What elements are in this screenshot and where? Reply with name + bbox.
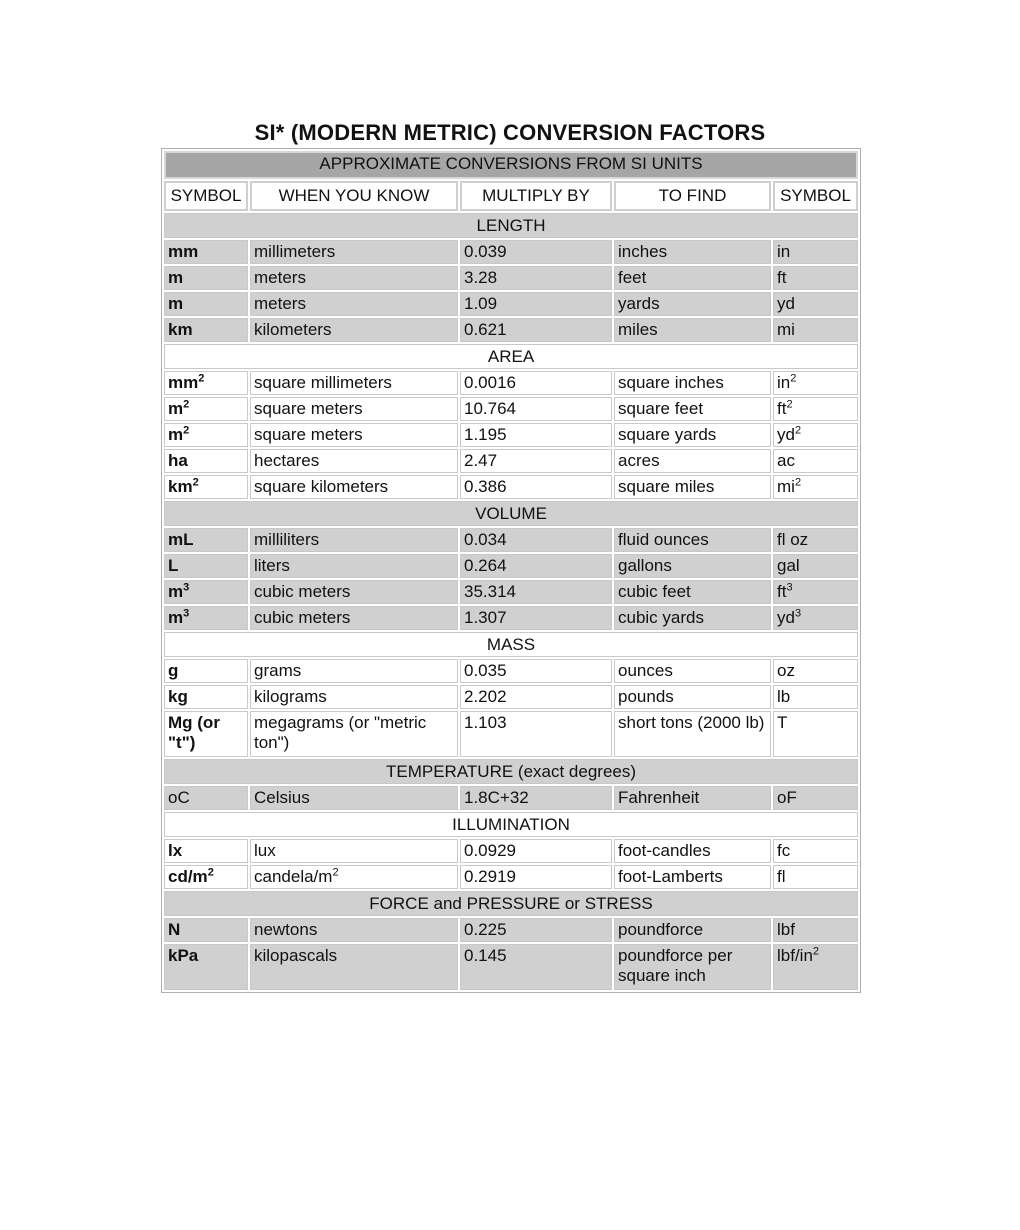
- to-symbol-cell-text: oF: [777, 788, 797, 807]
- to-find-cell: [614, 554, 771, 578]
- from-symbol-cell-exponent: 3: [183, 581, 190, 594]
- to-symbol-cell-exponent: 2: [794, 424, 802, 437]
- to-find-cell-text: foot-candles: [618, 841, 711, 860]
- multiply-by-cell: [460, 449, 612, 473]
- section-header-row: [164, 891, 858, 916]
- when-you-know-cell-text: square meters: [254, 425, 363, 444]
- multiply-by-cell-text: 2.47: [464, 451, 498, 470]
- to-symbol-cell-text: yd: [777, 425, 795, 444]
- to-symbol-cell: [773, 685, 858, 709]
- when-you-know-cell-text: candela/m: [254, 867, 333, 886]
- table-row: [164, 659, 858, 683]
- from-symbol-cell-text: km: [168, 477, 193, 496]
- to-symbol-cell: [773, 554, 858, 578]
- when-you-know-cell: [250, 371, 458, 395]
- to-find-cell: [614, 475, 771, 499]
- from-symbol-cell-text: kg: [168, 687, 188, 706]
- to-find-cell: [614, 944, 771, 990]
- column-header-when-you-know: WHEN YOU KNOW: [250, 181, 458, 211]
- when-you-know-cell-exponent: 2: [332, 866, 339, 879]
- to-find-cell: [614, 606, 771, 630]
- when-you-know-cell-text: liters: [254, 556, 290, 575]
- when-you-know-cell: [250, 266, 458, 290]
- table-row: [164, 266, 858, 290]
- when-you-know-cell: [250, 423, 458, 447]
- column-header-to-find: TO FIND: [614, 181, 771, 211]
- from-symbol-cell: [164, 918, 248, 942]
- table-row: [164, 580, 858, 604]
- when-you-know-cell-text: newtons: [254, 920, 318, 939]
- multiply-by-cell-text: 0.034: [464, 530, 507, 549]
- from-symbol-cell-exponent: 2: [198, 372, 205, 385]
- to-symbol-cell: [773, 266, 858, 290]
- table-row: [164, 475, 858, 499]
- to-symbol-cell-text: oz: [777, 661, 795, 680]
- to-find-cell-text: cubic feet: [618, 582, 691, 601]
- from-symbol-cell-exponent: 3: [183, 607, 190, 620]
- to-find-cell: [614, 659, 771, 683]
- multiply-by-cell-text: 0.039: [464, 242, 507, 261]
- to-find-cell: [614, 371, 771, 395]
- to-symbol-cell-exponent: 3: [794, 607, 802, 620]
- to-symbol-cell: [773, 318, 858, 342]
- to-symbol-cell: [773, 918, 858, 942]
- to-symbol-cell-exponent: 2: [790, 372, 797, 385]
- section-header-row: [164, 632, 858, 657]
- table-row: [164, 423, 858, 447]
- column-header-multiply-by: MULTIPLY BY: [460, 181, 612, 211]
- when-you-know-cell-text: cubic meters: [254, 582, 351, 601]
- when-you-know-cell: [250, 606, 458, 630]
- when-you-know-cell: [250, 659, 458, 683]
- to-find-cell-text: poundforce: [618, 920, 704, 939]
- table-row: [164, 240, 858, 264]
- from-symbol-cell-text: kPa: [168, 946, 199, 965]
- to-symbol-cell: [773, 606, 858, 630]
- column-header-symbol: SYMBOL: [164, 181, 248, 211]
- multiply-by-cell-text: 0.145: [464, 946, 507, 965]
- when-you-know-cell-text: milliliters: [254, 530, 320, 549]
- to-symbol-cell-text: gal: [777, 556, 800, 575]
- to-find-cell-text: short tons (2000 lb): [618, 713, 765, 732]
- multiply-by-cell-text: 1.09: [464, 294, 498, 313]
- when-you-know-cell-text: meters: [254, 268, 306, 287]
- to-symbol-cell-exponent: 2: [786, 398, 793, 411]
- to-find-cell-text: Fahrenheit: [618, 788, 700, 807]
- from-symbol-cell: [164, 449, 248, 473]
- multiply-by-cell: [460, 786, 612, 810]
- to-symbol-cell-text: yd: [777, 608, 795, 627]
- table-row: [164, 839, 858, 863]
- from-symbol-cell: [164, 528, 248, 552]
- multiply-by-cell: [460, 865, 612, 889]
- multiply-by-cell-text: 0.386: [464, 477, 507, 496]
- to-symbol-cell: [773, 786, 858, 810]
- to-symbol-cell-exponent: 3: [786, 581, 793, 594]
- section-header-row: [164, 344, 858, 369]
- to-find-cell: [614, 449, 771, 473]
- from-symbol-cell: [164, 397, 248, 421]
- when-you-know-cell: [250, 711, 458, 757]
- when-you-know-cell-text: kilopascals: [254, 946, 338, 965]
- to-find-cell-text: square feet: [618, 399, 704, 418]
- multiply-by-cell: [460, 423, 612, 447]
- to-symbol-cell: [773, 839, 858, 863]
- multiply-by-cell-text: 35.314: [464, 582, 516, 601]
- when-you-know-cell: [250, 685, 458, 709]
- section-header-row: [164, 812, 858, 837]
- to-find-cell-text: fluid ounces: [618, 530, 709, 549]
- conversion-table-body: [164, 151, 858, 990]
- from-symbol-cell-text: N: [168, 920, 181, 939]
- when-you-know-cell-text: megagrams (or "metric ton"): [254, 713, 427, 752]
- to-symbol-cell-text: in: [777, 242, 791, 261]
- to-find-cell-text: inches: [618, 242, 668, 261]
- table-row: [164, 786, 858, 810]
- from-symbol-cell: [164, 786, 248, 810]
- table-row: [164, 371, 858, 395]
- to-symbol-cell-text: lbf: [777, 920, 795, 939]
- to-find-cell-text: cubic yards: [618, 608, 704, 627]
- to-symbol-cell-text: ft: [777, 268, 787, 287]
- section-header-row: [164, 759, 858, 784]
- from-symbol-cell-text: oC: [168, 788, 190, 807]
- table-row: [164, 918, 858, 942]
- to-symbol-cell: [773, 865, 858, 889]
- table-row: [164, 449, 858, 473]
- table-row: [164, 292, 858, 316]
- to-symbol-cell-text: lb: [777, 687, 791, 706]
- when-you-know-cell-text: Celsius: [254, 788, 310, 807]
- multiply-by-cell-text: 10.764: [464, 399, 516, 418]
- when-you-know-cell: [250, 918, 458, 942]
- to-symbol-cell-text: T: [777, 713, 788, 732]
- when-you-know-cell: [250, 292, 458, 316]
- multiply-by-cell-text: 1.307: [464, 608, 507, 627]
- multiply-by-cell-text: 0.225: [464, 920, 507, 939]
- multiply-by-cell-text: 1.195: [464, 425, 507, 444]
- multiply-by-cell-text: 0.0929: [464, 841, 516, 860]
- when-you-know-cell-text: hectares: [254, 451, 320, 470]
- multiply-by-cell-text: 0.264: [464, 556, 507, 575]
- table-row: [164, 606, 858, 630]
- to-symbol-cell-text: fl oz: [777, 530, 809, 549]
- section-header: FORCE and PRESSURE or STRESS: [164, 891, 858, 916]
- when-you-know-cell-text: kilometers: [254, 320, 332, 339]
- multiply-by-cell: [460, 318, 612, 342]
- to-find-cell: [614, 397, 771, 421]
- from-symbol-cell: [164, 292, 248, 316]
- when-you-know-cell: [250, 475, 458, 499]
- multiply-by-cell-text: 0.621: [464, 320, 507, 339]
- multiply-by-cell-text: 2.202: [464, 687, 507, 706]
- from-symbol-cell-exponent: 2: [207, 866, 214, 879]
- when-you-know-cell: [250, 580, 458, 604]
- from-symbol-cell: [164, 944, 248, 990]
- section-header: TEMPERATURE (exact degrees): [164, 759, 858, 784]
- from-symbol-cell: [164, 554, 248, 578]
- to-symbol-cell-text: ft: [777, 582, 787, 601]
- from-symbol-cell-text: mm: [168, 373, 199, 392]
- to-symbol-cell: [773, 423, 858, 447]
- to-find-cell: [614, 266, 771, 290]
- to-find-cell-text: square yards: [618, 425, 717, 444]
- when-you-know-cell: [250, 944, 458, 990]
- to-find-cell-text: poundforce per square inch: [618, 946, 733, 985]
- when-you-know-cell: [250, 786, 458, 810]
- to-symbol-cell-text: yd: [777, 294, 795, 313]
- table-row: [164, 711, 858, 757]
- multiply-by-cell: [460, 580, 612, 604]
- from-symbol-cell-text: m: [168, 268, 184, 287]
- from-symbol-cell-text: lx: [168, 841, 183, 860]
- to-symbol-cell: [773, 449, 858, 473]
- when-you-know-cell-text: square millimeters: [254, 373, 392, 392]
- section-header: LENGTH: [164, 213, 858, 238]
- page-title: SI* (MODERN METRIC) CONVERSION FACTORS: [254, 120, 766, 145]
- to-find-cell: [614, 918, 771, 942]
- multiply-by-cell: [460, 606, 612, 630]
- section-header-row: [164, 213, 858, 238]
- when-you-know-cell: [250, 318, 458, 342]
- when-you-know-cell-text: square meters: [254, 399, 363, 418]
- section-header-row: [164, 501, 858, 526]
- when-you-know-cell-text: square kilometers: [254, 477, 389, 496]
- when-you-know-cell: [250, 397, 458, 421]
- multiply-by-cell-text: 3.28: [464, 268, 498, 287]
- when-you-know-cell-text: millimeters: [254, 242, 336, 261]
- multiply-by-cell: [460, 397, 612, 421]
- table-row: [164, 397, 858, 421]
- from-symbol-cell-text: km: [168, 320, 193, 339]
- table-row: [164, 554, 858, 578]
- to-find-cell-text: yards: [618, 294, 660, 313]
- when-you-know-cell-text: kilograms: [254, 687, 327, 706]
- to-find-cell: [614, 580, 771, 604]
- from-symbol-cell-text: mL: [168, 530, 194, 549]
- when-you-know-cell: [250, 554, 458, 578]
- from-symbol-cell: [164, 318, 248, 342]
- from-symbol-cell-text: m: [168, 399, 184, 418]
- from-symbol-cell-text: m: [168, 608, 184, 627]
- multiply-by-cell-text: 1.8C+32: [464, 788, 529, 807]
- from-symbol-cell: [164, 659, 248, 683]
- to-find-cell: [614, 292, 771, 316]
- to-symbol-cell: [773, 240, 858, 264]
- from-symbol-cell: [164, 423, 248, 447]
- when-you-know-cell-text: meters: [254, 294, 306, 313]
- from-symbol-cell: [164, 685, 248, 709]
- to-symbol-cell: [773, 711, 858, 757]
- multiply-by-cell-text: 0.0016: [464, 373, 516, 392]
- to-symbol-cell: [773, 528, 858, 552]
- when-you-know-cell: [250, 240, 458, 264]
- to-symbol-cell: [773, 659, 858, 683]
- multiply-by-cell: [460, 240, 612, 264]
- from-symbol-cell-text: m: [168, 582, 184, 601]
- to-find-cell: [614, 528, 771, 552]
- to-symbol-cell-text: fl: [777, 867, 786, 886]
- when-you-know-cell: [250, 839, 458, 863]
- multiply-by-cell: [460, 944, 612, 990]
- to-symbol-cell: [773, 397, 858, 421]
- from-symbol-cell-text: cd/m: [168, 867, 208, 886]
- conversion-table: [161, 148, 861, 993]
- multiply-by-cell: [460, 839, 612, 863]
- from-symbol-cell-text: mm: [168, 242, 199, 261]
- to-find-cell-text: acres: [618, 451, 660, 470]
- multiply-by-cell-text: 0.035: [464, 661, 507, 680]
- section-header: AREA: [164, 344, 858, 369]
- from-symbol-cell-exponent: 2: [183, 398, 190, 411]
- to-find-cell: [614, 240, 771, 264]
- to-symbol-cell: [773, 944, 858, 990]
- to-symbol-cell-text: in: [777, 373, 791, 392]
- from-symbol-cell: [164, 240, 248, 264]
- table-row: [164, 865, 858, 889]
- multiply-by-cell-text: 0.2919: [464, 867, 516, 886]
- from-symbol-cell: [164, 711, 248, 757]
- multiply-by-cell: [460, 711, 612, 757]
- to-find-cell: [614, 423, 771, 447]
- to-symbol-cell: [773, 475, 858, 499]
- to-find-cell-text: square miles: [618, 477, 715, 496]
- multiply-by-cell-text: 1.103: [464, 713, 507, 732]
- to-symbol-cell-exponent: 2: [794, 476, 802, 489]
- table-row: [164, 944, 858, 990]
- to-symbol-cell-text: ft: [777, 399, 787, 418]
- multiply-by-cell: [460, 292, 612, 316]
- table-banner-row: [164, 151, 858, 179]
- to-find-cell: [614, 865, 771, 889]
- to-symbol-cell-exponent: 2: [812, 945, 820, 958]
- to-find-cell: [614, 318, 771, 342]
- from-symbol-cell-text: ha: [168, 451, 188, 470]
- from-symbol-cell-text: m: [168, 425, 184, 444]
- when-you-know-cell-text: lux: [254, 841, 276, 860]
- to-symbol-cell: [773, 580, 858, 604]
- multiply-by-cell: [460, 918, 612, 942]
- when-you-know-cell-text: grams: [254, 661, 302, 680]
- to-symbol-cell-text: mi: [777, 477, 795, 496]
- multiply-by-cell: [460, 554, 612, 578]
- to-find-cell: [614, 685, 771, 709]
- from-symbol-cell-text: m: [168, 294, 184, 313]
- to-find-cell-text: pounds: [618, 687, 674, 706]
- column-header-to-symbol: SYMBOL: [773, 181, 858, 211]
- from-symbol-cell: [164, 839, 248, 863]
- from-symbol-cell-text: L: [168, 556, 179, 575]
- from-symbol-cell: [164, 266, 248, 290]
- to-find-cell-text: ounces: [618, 661, 673, 680]
- from-symbol-cell-exponent: 2: [183, 424, 190, 437]
- to-symbol-cell-text: ac: [777, 451, 795, 470]
- table-banner: APPROXIMATE CONVERSIONS FROM SI UNITS: [164, 151, 858, 179]
- to-symbol-cell: [773, 371, 858, 395]
- multiply-by-cell: [460, 475, 612, 499]
- from-symbol-cell: [164, 580, 248, 604]
- from-symbol-cell-text: g: [168, 661, 179, 680]
- when-you-know-cell: [250, 528, 458, 552]
- to-find-cell-text: square inches: [618, 373, 724, 392]
- when-you-know-cell-text: cubic meters: [254, 608, 351, 627]
- section-header: VOLUME: [164, 501, 858, 526]
- column-header-row: [164, 181, 858, 211]
- multiply-by-cell: [460, 371, 612, 395]
- to-symbol-cell-text: fc: [777, 841, 791, 860]
- to-find-cell-text: feet: [618, 268, 647, 287]
- to-find-cell: [614, 839, 771, 863]
- to-find-cell-text: gallons: [618, 556, 672, 575]
- to-find-cell-text: miles: [618, 320, 658, 339]
- from-symbol-cell: [164, 371, 248, 395]
- table-row: [164, 528, 858, 552]
- from-symbol-cell-exponent: 2: [192, 476, 199, 489]
- multiply-by-cell: [460, 685, 612, 709]
- multiply-by-cell: [460, 659, 612, 683]
- table-row: [164, 318, 858, 342]
- to-find-cell: [614, 786, 771, 810]
- from-symbol-cell-text: Mg (or "t"): [168, 713, 220, 752]
- section-header: ILLUMINATION: [164, 812, 858, 837]
- multiply-by-cell: [460, 528, 612, 552]
- from-symbol-cell: [164, 606, 248, 630]
- when-you-know-cell: [250, 449, 458, 473]
- from-symbol-cell: [164, 475, 248, 499]
- to-find-cell: [614, 711, 771, 757]
- to-find-cell-text: foot-Lamberts: [618, 867, 723, 886]
- from-symbol-cell: [164, 865, 248, 889]
- section-header: MASS: [164, 632, 858, 657]
- multiply-by-cell: [460, 266, 612, 290]
- table-row: [164, 685, 858, 709]
- to-symbol-cell-text: mi: [777, 320, 795, 339]
- to-symbol-cell-text: lbf/in: [777, 946, 813, 965]
- when-you-know-cell: [250, 865, 458, 889]
- to-symbol-cell: [773, 292, 858, 316]
